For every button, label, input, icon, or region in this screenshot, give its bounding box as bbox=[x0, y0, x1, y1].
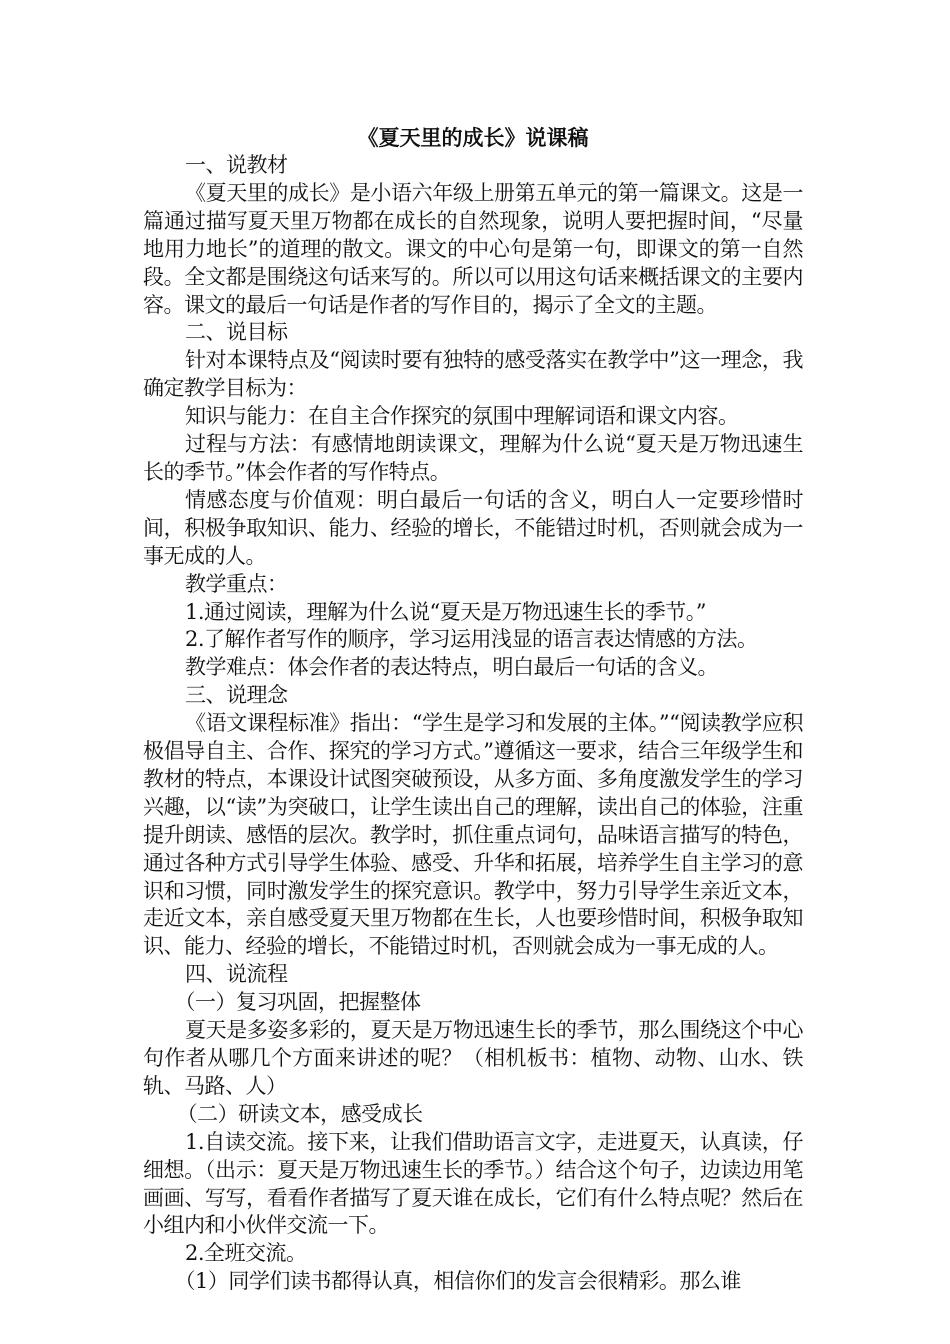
heading-process: 四、说流程 bbox=[185, 962, 288, 987]
paragraph-self-reading: 1.自读交流。接下来，让我们借助语言文字，走进夏天，认真读，仔细想。（出示：夏天是万物迅速生长的季节。）结合这个句子，边读边用笔画画、写写，看看作者描写了夏天谁在成长，它们有什么特点呢？然后在小组内和小伙伴交流一下。 bbox=[143, 1129, 803, 1238]
paragraph-key-points-label: 教学重点： bbox=[185, 571, 288, 596]
paragraph-difficulty: 教学难点：体会作者的表达特点，明白最后一句话的含义。 bbox=[185, 655, 718, 680]
paragraph-concept: 《语文课程标准》指出：“学生是学习和发展的主体。”“阅读教学应积极倡导自主、合作、探究的学习方式。”遵循这一要求，结合三年级学生和教材的特点，本课设计试图突破预设，从多方面、多角度激发学生的学习兴趣，以“读”为突破口，让学生读出自己的理解，读出自己的体验，注重提升朗读、感悟的层次。教学时，抓住重点词句，品味语言描写的特色，通过各种方式引导学生体验、感受、升华和拓展，培养学生自主学习的意识和习惯，同时激发学生的探究意识。教学中，努力引导学生亲近文本，走近文本，亲自感受夏天里万物都在生长，人也要珍惜时间，积极争取知识、能力、经验的增长，不能错过时机，否则就会成为一事无成的人。 bbox=[143, 711, 803, 959]
heading-goals: 二、说目标 bbox=[185, 320, 288, 345]
paragraph-class-exchange: 2.全班交流。 bbox=[185, 1241, 307, 1266]
paragraph-review: 夏天是多姿多彩的，夏天是万物迅速生长的季节，那么围绕这个中心句作者从哪几个方面来讲述的呢？（相机板书：植物、动物、山水、铁轨、马路、人） bbox=[143, 1018, 803, 1098]
paragraph-key-point-1: 1.通过阅读，理解为什么说“夏天是万物迅速生长的季节。” bbox=[185, 599, 707, 624]
paragraph-exchange-1: （1）同学们读书都得认真，相信你们的发言会很精彩。那么谁 bbox=[174, 1269, 741, 1294]
subheading-review: （一）复习巩固，把握整体 bbox=[174, 990, 421, 1015]
heading-concept: 三、说理念 bbox=[185, 683, 288, 708]
paragraph-knowledge: 知识与能力：在自主合作探究的氛围中理解词语和课文内容。 bbox=[185, 404, 739, 429]
heading-textbook: 一、说教材 bbox=[185, 153, 288, 177]
paragraph-key-point-2: 2.了解作者写作的顺序，学习运用浅显的语言表达情感的方法。 bbox=[185, 627, 758, 652]
paragraph-emotion: 情感态度与价值观：明白最后一句话的含义，明白人一定要珍惜时间，积极争取知识、能力、经验的增长，不能错过时机，否则就会成为一事无成的人。 bbox=[143, 487, 803, 568]
subheading-study: （二）研读文本，感受成长 bbox=[176, 1101, 423, 1126]
paragraph-goals-intro: 针对本课特点及“阅读时要有独特的感受落实在教学中”这一理念，我确定教学目标为： bbox=[143, 348, 803, 401]
document-title: 《夏天里的成长》说课稿 bbox=[357, 126, 589, 150]
document-body bbox=[143, 124, 803, 1296]
paragraph-process: 过程与方法：有感情地朗读课文，理解为什么说“夏天是万物迅速生长的季节。”体会作者的写作特点。 bbox=[143, 432, 803, 484]
paragraph-textbook: 《夏天里的成长》是小语六年级上册第五单元的第一篇课文。这是一篇通过描写夏天里万物都在成长的自然现象，说明人要把握时间，“尽量地用力地长”的道理的散文。课文的中心句是第一句，即课文的第一自然段。全文都是围绕这句话来写的。所以可以用这句话来概括课文的主要内容。课文的最后一句话是作者的写作目的，揭示了全文的主题。 bbox=[143, 180, 803, 317]
